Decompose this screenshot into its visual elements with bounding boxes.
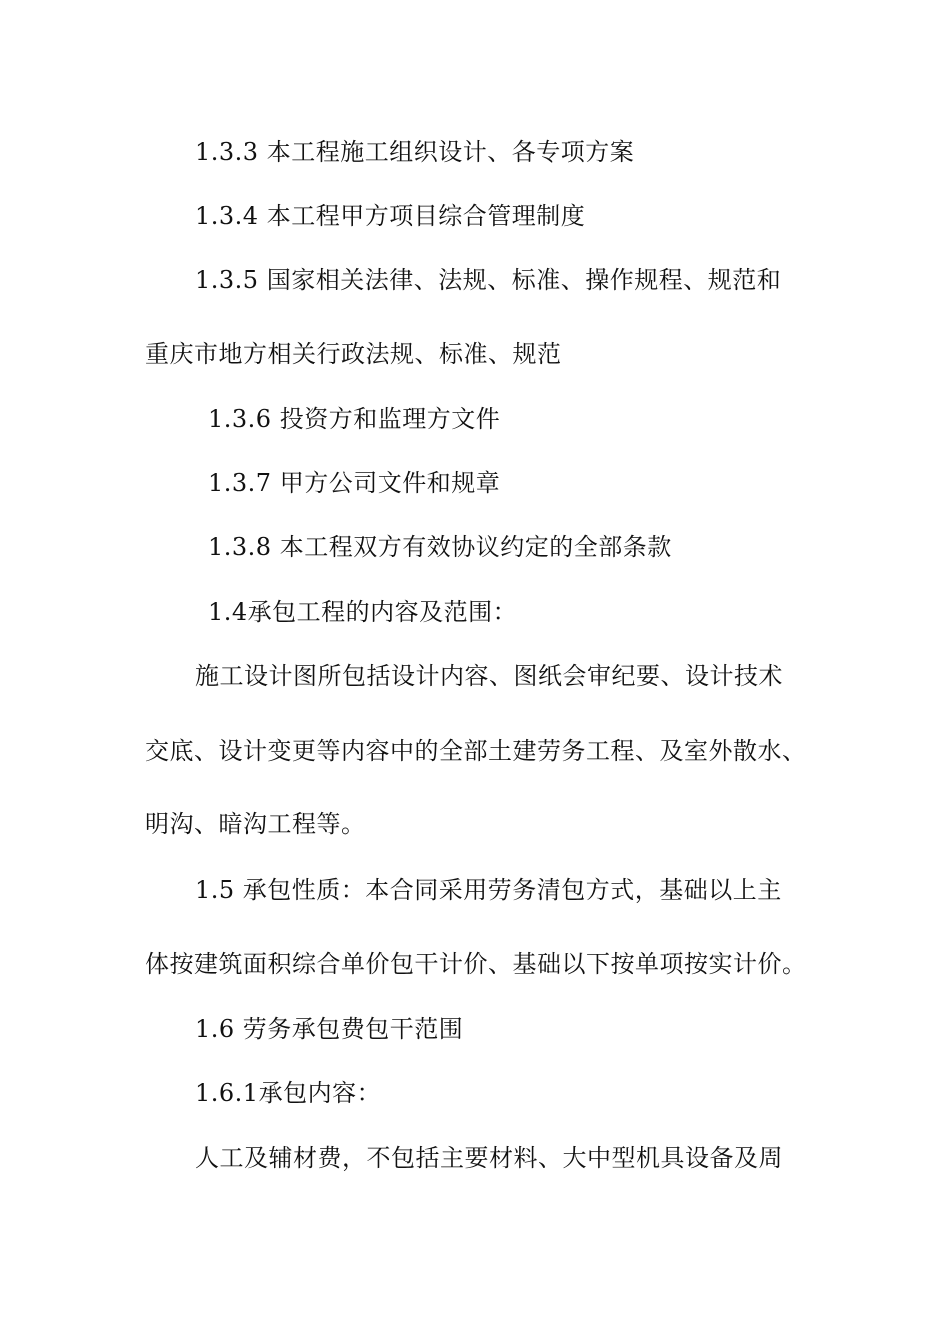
line-1-3-8: 1.3.8 本工程双方有效协议约定的全部条款 (208, 533, 672, 561)
paragraph-1-4-line-1: 施工设计图所包括设计内容、图纸会审纪要、设计技术 (195, 662, 783, 690)
section-1-6-heading: 1.6 劳务承包费包干范围 (195, 1015, 464, 1043)
line-1-3-5-continued: 重庆市地方相关行政法规、标准、规范 (145, 340, 562, 368)
line-1-3-4: 1.3.4 本工程甲方项目综合管理制度 (195, 202, 586, 230)
section-1-4-heading: 1.4承包工程的内容及范围： (208, 598, 518, 626)
section-1-6-1-heading: 1.6.1承包内容： (195, 1079, 382, 1107)
paragraph-1-4-line-3: 明沟、暗沟工程等。 (145, 810, 366, 838)
line-1-3-5: 1.3.5 国家相关法律、法规、标准、操作规程、规范和 (195, 266, 782, 294)
section-1-5-line-1: 1.5 承包性质：本合同采用劳务清包方式，基础以上主 (195, 876, 782, 904)
section-1-5-line-2: 体按建筑面积综合单价包干计价、基础以下按单项按实计价。 (145, 950, 807, 978)
line-1-3-3: 1.3.3 本工程施工组织设计、各专项方案 (195, 138, 635, 166)
line-1-3-6: 1.3.6 投资方和监理方文件 (208, 405, 501, 433)
paragraph-1-6-1-line-1: 人工及辅材费，不包括主要材料、大中型机具设备及周 (195, 1144, 783, 1172)
line-1-3-7: 1.3.7 甲方公司文件和规章 (208, 469, 501, 497)
paragraph-1-4-line-2: 交底、设计变更等内容中的全部土建劳务工程、及室外散水、 (145, 737, 807, 765)
